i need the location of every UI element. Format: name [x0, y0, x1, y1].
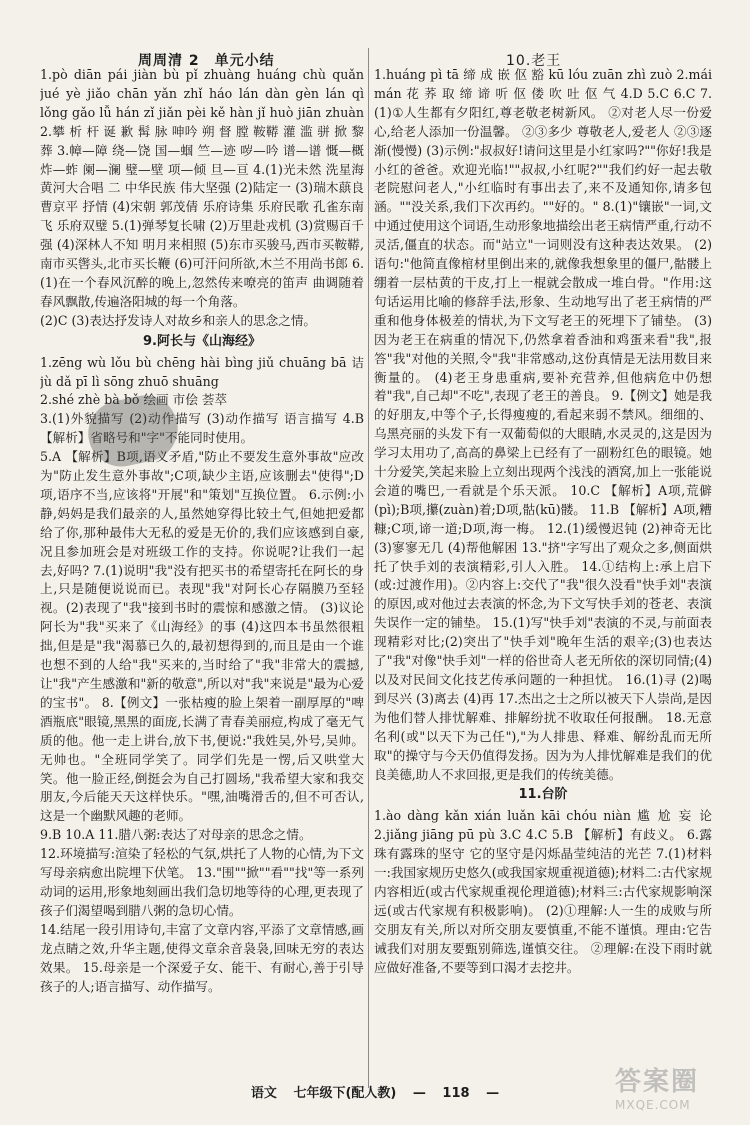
right-subsection-title: 11.台阶 — [518, 787, 568, 803]
right-column — [374, 44, 712, 1084]
left-para-8: 12.环境描写:渲染了轻松的气氛,烘托了人物的心情,为下文写母亲病愈出院埋下伏笔。 13."围""掀""看""找"等一系列动词的运用,形象地刻画出我们急切地等待的心理,更表现了孩子们渴望喝到腊八粥的急切心情。 — [40, 846, 364, 918]
footer-page-number: 118 — [442, 1086, 470, 1101]
right-para-1: 1.huáng pì tā 缔 成 嵌 伛 豁 kū lóu zuān zhì zuò 2.mái mán 花 荞 取 缔 谛 听 伛 偻 吹 吐 伛 气 4.D 5.C 6.C 7.(1)①人生都有夕阳红,尊老敬老树新风。 ②对老人尽一份爱心,给老人添加一份温馨。 ②③多少 尊敬老人,爱老人 ②③逐渐(慢慢) (3)示例:"叔叔好!请问这里是小红家吗?""你好!我是小红的爸爸。欢迎光临!""叔叔,小红呢?""我们约好一起去敬老院慰问老人,"小红临时有事出去了,来不及通知你,请多包涵。""没关系,我们下次再约。""好的。" 8.(1)"镶嵌"一词,文中通过使用这个词语,生动形象地描绘出老王病情严重,行动不灵活,僵直的状态。而"站立"一词则没有这种表达效果。 (2)语句:"他简直像棺材里倒出来的,就像我想象里的僵尸,骷髅上绷着一层枯黄的干皮,打上一棍就会散成一堆白骨。"作用:这句话运用比喻的修辞手法,形象、生动地写出了老王病情的严重和他身体极差的情状,为下文写老王的死埋下了铺垫。 (3)因为老王在病重的情况下,仍然拿着香油和鸡蛋来看"我",报答"我"对他的关照,令"我"非常感动,这份真情是无法用数目来衡量的。 (4)老王身患重病,要补充营养,但他病危中仍想着"我",自己却"不吃",表现了老王的善良。 9.【例文】她是我的好朋友,中等个子,长得瘦瘦的,看起来弱不禁风。细细的、乌黑亮丽的头发下有一双葡萄似的大眼睛,水灵灵的,这是因为学习太用功了,高高的鼻梁上已经有了一副粉红色的眼镜。她十分爱笑,笑起来脸上立刻出现两个浅浅的酒窝,加上一张能说会道的嘴巴,一看就是个乐天派。 10.C 【解析】A项,荒僻(pì);B项,攥(zuàn)着;D项,骷(kū)髅。 11.B 【解析】A项,糟糠;C项,谛一道;D项,海一梅。 12.(1)缓慢迟钝 (2)神奇无比 (3)寥寥无几 (4)帮他解困 13."挤"字写出了观众之多,侧面烘托了快手刘的表演精彩,引人入胜。 14.①结构上:承上启下(或:过渡作用)。②内容上:交代了"我"很久没看"快手刘"表演的原因,或对他过去表演的怀念,为下文写快手刘的苍老、表演失误作一定的铺垫。 15.(1)写"快手刘"表演的不灵,与前面表现精彩对比;(2)突出了"快手刘"晚年生活的艰辛;(3)也表达了"我"对像"快手刘"一样的俗世奇人老无所依的深切同情;(4)以及对民间文化技艺传承问题的一种担忧。 16.(1)寻 (2)喝到尽兴 (3)离去 (4)再 17.杰出之士之所以被天下人崇尚,是因为他们替人排忧解难、排解纷扰不收取任何报酬。 18.无意名利(或"以天下为己任"),"为人排患、释难、解纷乱而无所取"的操守与今天仍值得发扬。因为为人排忧解难是我们的优良美德,助人不求回报,更是我们的传统美德。 — [374, 67, 712, 782]
footer-dash-left: — — [412, 1086, 426, 1101]
watermark-url: MXQE.COM — [615, 1098, 691, 1112]
footer-dash-right: — — [486, 1086, 500, 1101]
site-watermark — [615, 1061, 730, 1112]
left-section-title: 周周清 2 单元小结 — [138, 53, 275, 69]
right-section-title: 10.老王 — [506, 53, 562, 69]
left-subsection-title: 9.阿长与《山海经》 — [143, 333, 261, 349]
left-para-4: 2.shé zhè bà bǒ 绘画 市侩 荟萃 — [40, 392, 228, 408]
left-column — [40, 44, 364, 1084]
left-para-9: 14.结尾一段引用诗句,丰富了文章内容,平添了文章情感,画龙点睛之效,升华主题,使得文章余音袅袅,回味无穷的表达效果。 15.母亲是一个深爱子女、能干、有耐心,善于引导孩子的人;语言描写、动作描写。 — [40, 921, 364, 994]
left-para-2: (2)C (3)表达抒发诗人对故乡和亲人的思念之情。 — [40, 312, 317, 328]
footer-subject: 语文 — [250, 1086, 277, 1101]
left-para-3: 1.zēng wù lǒu bù chēng hài bìng jiǔ chuāng bā 诘 jù dǎ pī lì sōng zhuō shuāng — [40, 354, 364, 389]
footer-grade: 七年级下(配人教) — [293, 1086, 397, 1101]
left-para-1: 1.pò diān pái jiàn bù pǐ zhuàng huáng chù quǎn jué yè jiǎo chān yǎn zhǐ háo lán dàn gèn lán qì lǒng gǎo lǚ hán zǐ jiǎn pèi kě hàn jǐ huò jiān zhuàn 2.攀 析 杆 诞 歉 髯 脉 呻吟 朔 督 膛 鞍鞯 灌 滥 骈 掀 黎 葬 3.幛—障 绕—饶 国—蝈 竺—迹 哕—吟 谱—谱 慨—概 炸—蚱 阑—澜 璧—壁 项—倾 旦—亘 4.(1)光未然 洗星海 黄河大合唱 二 中华民族 伟大坚强 (2)陆定一 (3)瑞木蕻良 曹京平 抒情 (4)宋朝 郭茂倩 乐府诗集 乐府民歌 孔雀东南飞 乐府双璧 5.(1)弹琴复长啸 (2)万里赴戎机 (3)赏赐百千强 (4)深林人不知 明月来相照 (5)东市买骏马,西市买鞍鞯,南市买辔头,北市买长鞭 (6)可汗问所欲,木兰不用尚书郎 6.(1)在一个春风沉醉的晚上,忽然传来嘹亮的笛声 曲调随着春风飘散,传遍洛阳城的每一个角落。 — [40, 67, 364, 309]
right-para-2: 1.ào dàng kǎn xián luǎn kāi chóu niàn 尴 尬 妄 论 2.jiǎng jiāng pū pù 3.C 4.C 5.B 【解析】有歧义。 6.露珠有露珠的坚守 它的坚守是闪烁晶莹纯洁的光芒 7.(1)材料一:我国家规历史悠久(或我国家规重视道德);材料二:古代家规内容相近(或古代家规重视伦理道德);材料三:古代家规影响深远(或古代家规有积极影响)。 (2)①理解:人一生的成败与所交朋友有关,所以对所交朋友要慎重,不能不谨慎。理由:它告诫我们对朋友要甄别筛选,谨慎交往。 ②理解:在没下雨时就应做好准备,不要等到口渴才去挖井。 — [374, 808, 712, 975]
watermark-logo-text: 答案圈 — [615, 1067, 700, 1097]
left-para-6: 5.A 【解析】B项,语义矛盾,"防止不要发生意外事故"应改为"防止发生意外事故";C项,缺少主语,应该删去"使得";D项,语序不当,应该将"开展"和"策划"互换位置。 6.示例:小静,妈妈是我们最亲的人,虽然她穿得比较土气,但她把爱都给了你,那种最伟大无私的爱是无价的,我们应该感到自豪,况且参加班会是对班级工作的支持。你说呢?让我们一起去,好吗? 7.(1)说明"我"没有把买书的希望寄托在阿长的身上,只是随便说说而已。表现"我"对阿长心存隔膜乃至轻视。(2)表现了"我"接到书时的震惊和感激之情。 (3)议论 阿长为"我"买来了《山海经》的事 (4)这四本书虽然很粗拙,但是是"我"渴慕已久的,最初想得到的,而且是由一个谁也想不到的人给"我"买来的,当时给了"我"非常大的震撼,让"我"产生感激和"新的敬意",所以对"我"来说是"最为心爱的宝书"。 8.【例文】一张枯瘦的脸上架着一副厚厚的"啤酒瓶底"眼镜,黑黑的面庞,长满了青春美丽痘,构成了毫无气质的他。他一走上讲台,放下书,便说:"我姓吴,外号,吴帅。无帅也。"全班同学笑了。同学们先是一愣,后又哄堂大笑。他一脸正经,倒挺会为自己打圆场,"我希望大家和我交朋友,今后能天天这样快乐。"嘿,油嘴滑舌的,但不可否认,这是一个幽默风趣的老师。 — [40, 449, 364, 824]
column-divider — [368, 48, 369, 1088]
left-para-7: 9.B 10.A 11.腊八粥:表达了对母亲的思念之情。 — [40, 827, 312, 843]
left-para-5: 3.(1)外貌描写 (2)动作描写 (3)动作描写 语言描写 4.B 【解析】省略号和"字"不能同时使用。 — [40, 411, 364, 446]
